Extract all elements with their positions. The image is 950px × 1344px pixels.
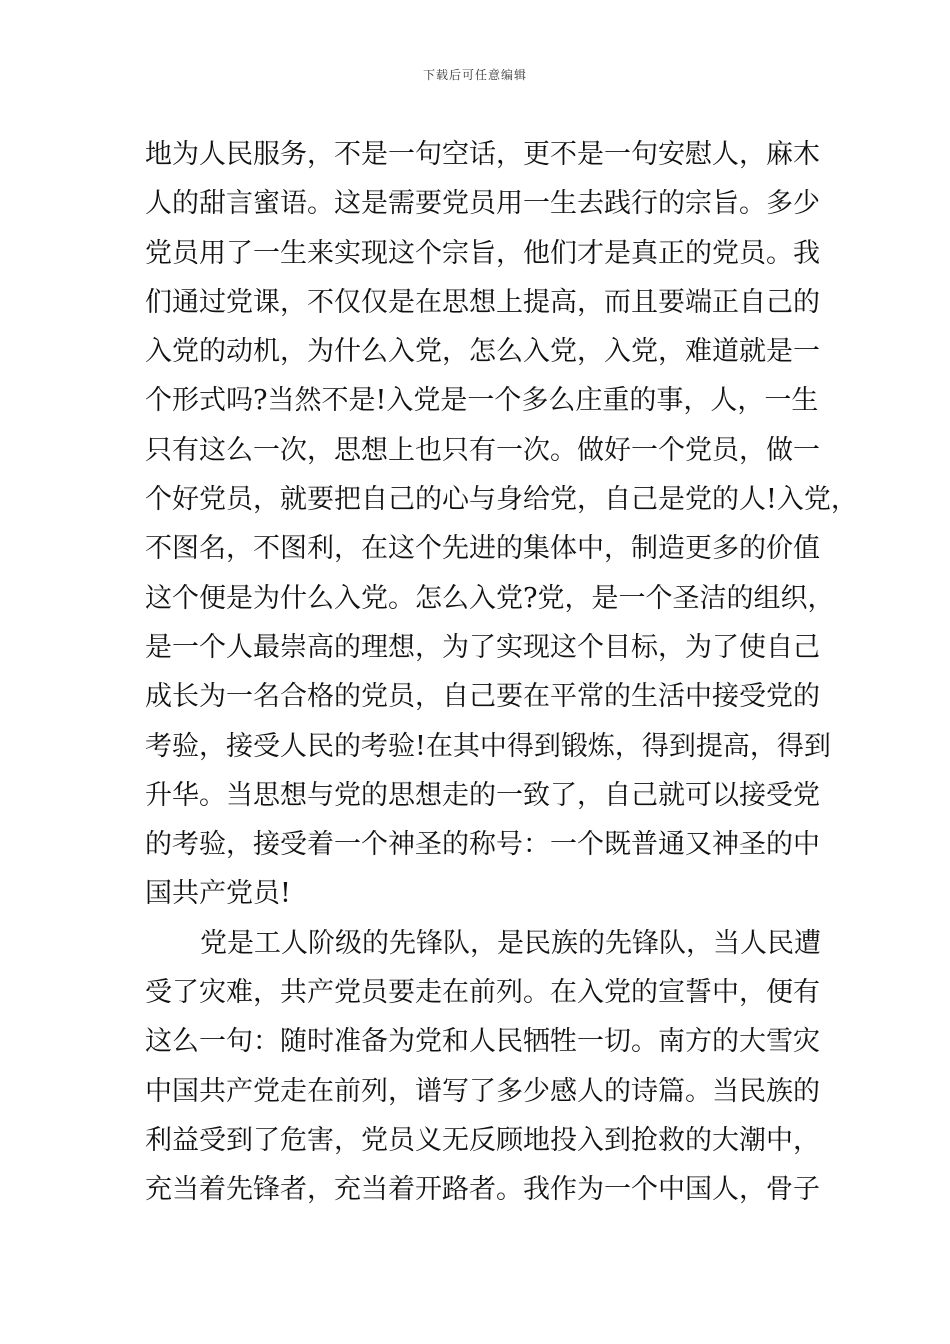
text-line: 成长为一名合格的党员，自己要在平常的生活中接受党的	[145, 681, 820, 713]
text-line: 充当着先锋者，充当着开路者。我作为一个中国人，骨子	[145, 1174, 820, 1206]
text-line: 个形式吗?当然不是!入党是一个多么庄重的事，人，一生	[145, 385, 819, 417]
text-line: 利益受到了危害，党员义无反顾地投入到抢救的大潮中，	[145, 1124, 820, 1156]
text-line: 这么一句：随时准备为党和人民牺牲一切。南方的大雪灾	[145, 1026, 820, 1058]
paragraph-2	[145, 919, 821, 1215]
text-line: 中国共产党走在前列，谱写了多少感人的诗篇。当民族的	[145, 1075, 820, 1107]
text-line: 考验，接受人民的考验!在其中得到锻炼，得到提高，得到	[145, 730, 831, 762]
text-line: 只有这么一次，思想上也只有一次。做好一个党员，做一	[145, 434, 820, 466]
body-text	[145, 130, 858, 1215]
text-line: 党是工人阶级的先锋队，是民族的先锋队，当人民遭	[200, 927, 821, 959]
text-line: 地为人民服务，不是一句空话，更不是一句安慰人，麻木	[145, 139, 820, 170]
text-line: 是一个人最崇高的理想，为了实现这个目标，为了使自己	[145, 631, 820, 663]
text-line: 们通过党课，不仅仅是在思想上提高，而且要端正自己的	[145, 286, 820, 318]
paragraph-1	[145, 130, 858, 919]
text-line: 受了灾难，共产党员要走在前列。在入党的宣誓中，便有	[145, 977, 820, 1009]
text-line: 个好党员，就要把自己的心与身给党，自己是党的人!入党，	[145, 484, 858, 516]
text-line: 人的甜言蜜语。这是需要党员用一生去践行的宗旨。多少	[145, 188, 820, 220]
text-line: 党员用了一生来实现这个宗旨，他们才是真正的党员。我	[145, 237, 820, 269]
text-line: 入党的动机，为什么入党，怎么入党，入党，难道就是一	[145, 336, 820, 368]
text-line: 国共产党员!	[145, 878, 291, 910]
text-line: 的考验，接受着一个神圣的称号：一个既普通又神圣的中	[145, 829, 820, 861]
text-line: 这个便是为什么入党。怎么入党?党，是一个圣洁的组织，	[145, 582, 835, 614]
text-line: 升华。当思想与党的思想走的一致了，自己就可以接受党	[145, 779, 820, 811]
page-header: 下载后可任意编辑	[422, 68, 527, 82]
text-line: 不图名，不图利，在这个先进的集体中，制造更多的价值	[145, 533, 820, 565]
